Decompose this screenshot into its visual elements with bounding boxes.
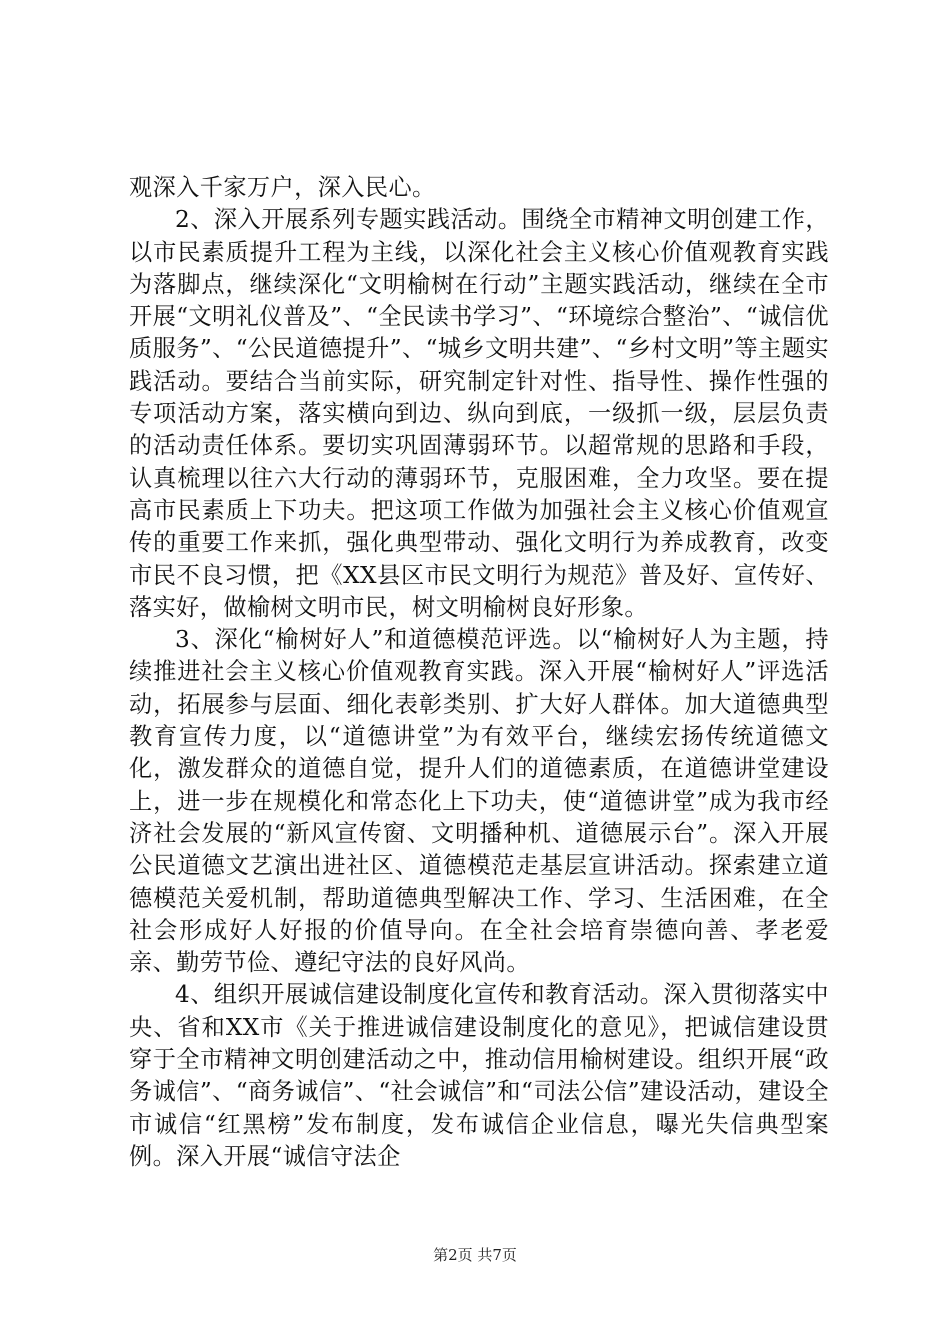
- paragraph-item-3: 3、深化“榆树好人”和道德模范评选。以“榆树好人为主题，持续推进社会主义核心价值观教育实践。深入开展“榆树好人”评选活动，拓展参与层面、细化表彰类别、扩大好人群体。加大道德典型教育宣传力度，以“道德讲堂”为有效平台，继续宏扬传统道德文化，激发群众的道德自觉，提升人们的道德素质，在道德讲堂建设上，进一步在规模化和常态化上下功夫，使“道德讲堂”成为我市经济社会发展的“新风宣传窗、文明播种机、道德展示台”。深入开展公民道德文艺演出进社区、道德模范走基层宣讲活动。探索建立道德模范关爱机制，帮助道德典型解决工作、学习、生活困难，在全社会形成好人好报的价值导向。在全社会培育崇德向善、孝老爱亲、勤劳节俭、遵纪守法的良好风尚。: [129, 626, 829, 977]
- paragraph-continuation: 观深入千家万户，深入民心。: [129, 174, 436, 201]
- document-body: [129, 172, 829, 1173]
- paragraph-item-4: 4、组织开展诚信建设制度化宣传和教育活动。深入贯彻落实中央、省和XX市《关于推进诚信建设制度化的意见》，把诚信建设贯穿于全市精神文明创建活动之中，推动信用榆树建设。组织开展“政务诚信”、“商务诚信”、“社会诚信”和“司法公信”建设活动，建设全市诚信“红黑榜”发布制度，发布诚信企业信息，曝光失信典型案例。深入开展“诚信守法企: [129, 981, 829, 1170]
- page-number-footer: 第2页 共7页: [433, 1246, 517, 1264]
- paragraph-item-2: 2、深入开展系列专题实践活动。围绕全市精神文明创建工作，以市民素质提升工程为主线，以深化社会主义核心价值观教育实践为落脚点，继续深化“文明榆树在行动”主题实践活动，继续在全市开展“文明礼仪普及”、“全民读书学习”、“环境综合整治”、“诚信优质服务”、“公民道德提升”、“城乡文明共建”、“乡村文明”等主题实践活动。要结合当前实际，研究制定针对性、指导性、操作性强的专项活动方案，落实横向到边、纵向到底，一级抓一级，层层负责的活动责任体系。要切实巩固薄弱环节。以超常规的思路和手段，认真梳理以往六大行动的薄弱环节，克服困难，全力攻坚。要在提高市民素质上下功夫。把这项工作做为加强社会主义核心价值观宣传的重要工作来抓，强化典型带动、强化文明行为养成教育，改变市民不良习惯，把《XX县区市民文明行为规范》普及好、宣传好、落实好，做榆树文明市民，树文明榆树良好形象。: [129, 206, 829, 621]
